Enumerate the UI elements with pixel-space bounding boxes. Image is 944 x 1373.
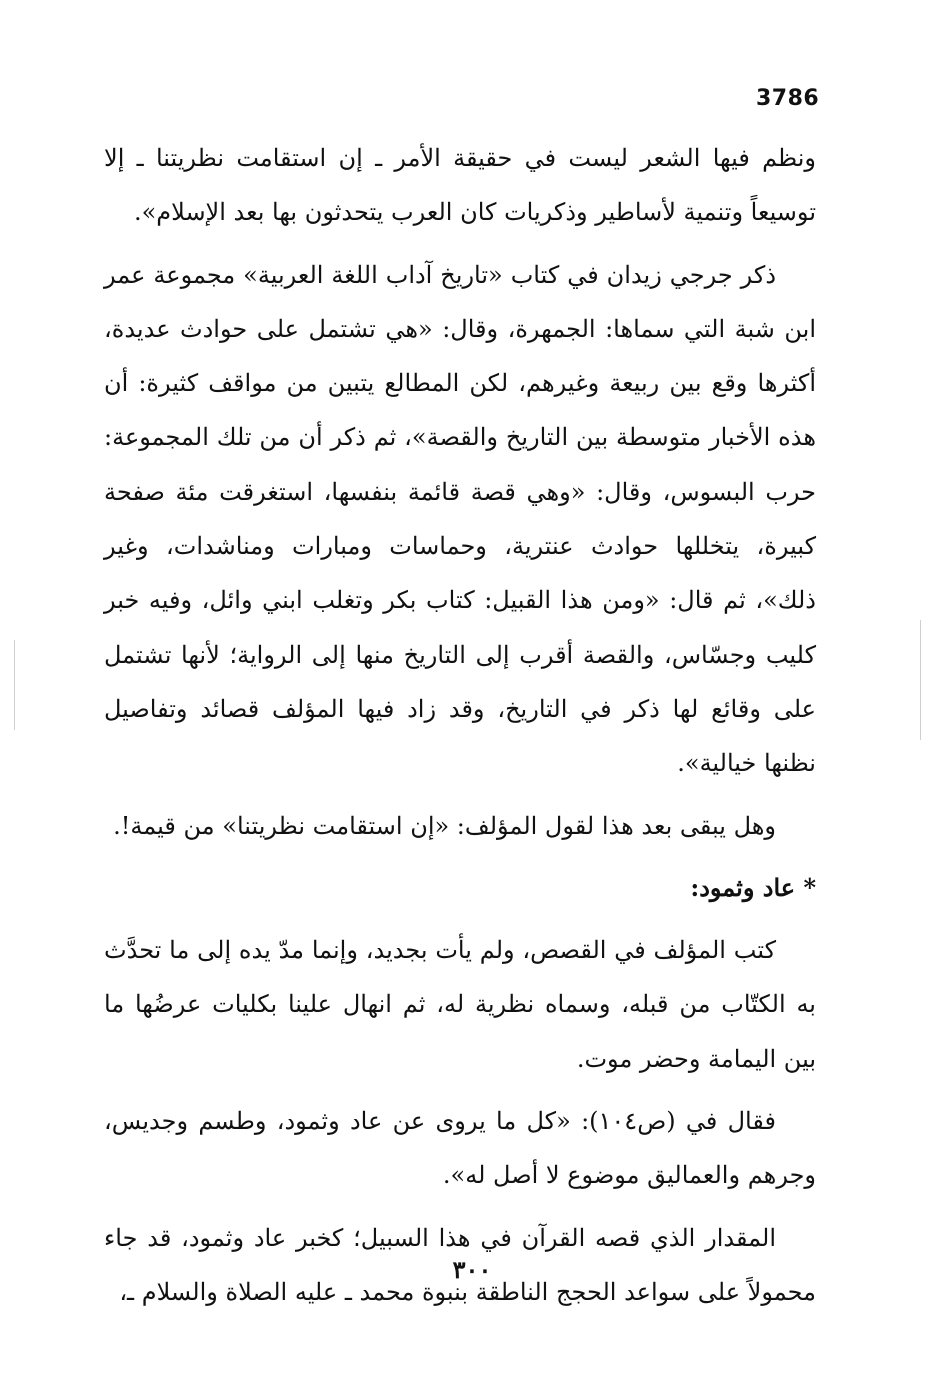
paragraph-quran: المقدار الذي قصه القرآن في هذا السبيل؛ كخبر عاد وثمود، قد جاء محمولاً على سواعد الحجج الناطقة بنبوة محمد ـ عليه الصلاة والسلام ـ، <box>104 1223 816 1306</box>
text-body <box>104 131 816 1327</box>
paragraph-zaidan: ذكر جرجي زيدان في كتاب «تاريخ آداب اللغة العربية» مجموعة عمر ابن شبة التي سماها: الجمهرة، وقال: «هي تشتمل على حوادث عديدة، أكثرها وقع بين ربيعة وغيرهم، لكن المطالع يتبين من مواقف كثيرة: أن هذه الأخبار متوسطة بين التاريخ والقصة»، ثم ذكر أن من تلك المجموعة: حرب البسوس، وقال: «وهي قصة قائمة بنفسها، استغرقت مئة صفحة كبيرة، يتخللها حوادث عنترية، وحماسات ومبارات ومناشدات، وغير ذلك»، ثم قال: «ومن هذا القبيل: كتاب بكر وتغلب ابني وائل، وفيه خبر كليب وجسّاس، والقصة أقرب إلى التاريخ منها إلى الرواية؛ لأنها تشتمل على وقائع لها ذكر في التاريخ، وقد زاد فيها المؤلف قصائد وتفاصيل نظنها خيالية». <box>104 260 816 778</box>
paragraph-quote: فقال في (ص١٠٤): «كل ما يروى عن عاد وثمود، وطسم وجديس، وجرهم والعماليق موضوع لا أصل له». <box>104 1107 816 1190</box>
paragraph-stories: كتب المؤلف في القصص، ولم يأت بجديد، وإنما مدّ يده إلى ما تحدَّث به الكتّاب من قبله، وسماه نظرية له، ثم انهال علينا بكليات عرضُها ما بين اليمامة وحضر موت. <box>104 936 816 1073</box>
footer-page-number: ٣٠٠ <box>452 1255 492 1284</box>
paragraph-question: وهل يبقى بعد هذا لقول المؤلف: «إن استقامت نظريتنا» من قيمة!. <box>113 811 776 840</box>
page-id-number: 3786 <box>756 86 820 111</box>
margin-mark-left <box>14 640 15 730</box>
section-heading: * عاد وثمود: <box>690 872 816 902</box>
margin-mark-right <box>920 620 921 740</box>
paragraph-continuation: ونظم فيها الشعر ليست في حقيقة الأمر ـ إن استقامت نظريتنا ـ إلا توسيعاً وتنمية لأساطير وذكريات كان العرب يتحدثون بها بعد الإسلام». <box>104 144 816 227</box>
